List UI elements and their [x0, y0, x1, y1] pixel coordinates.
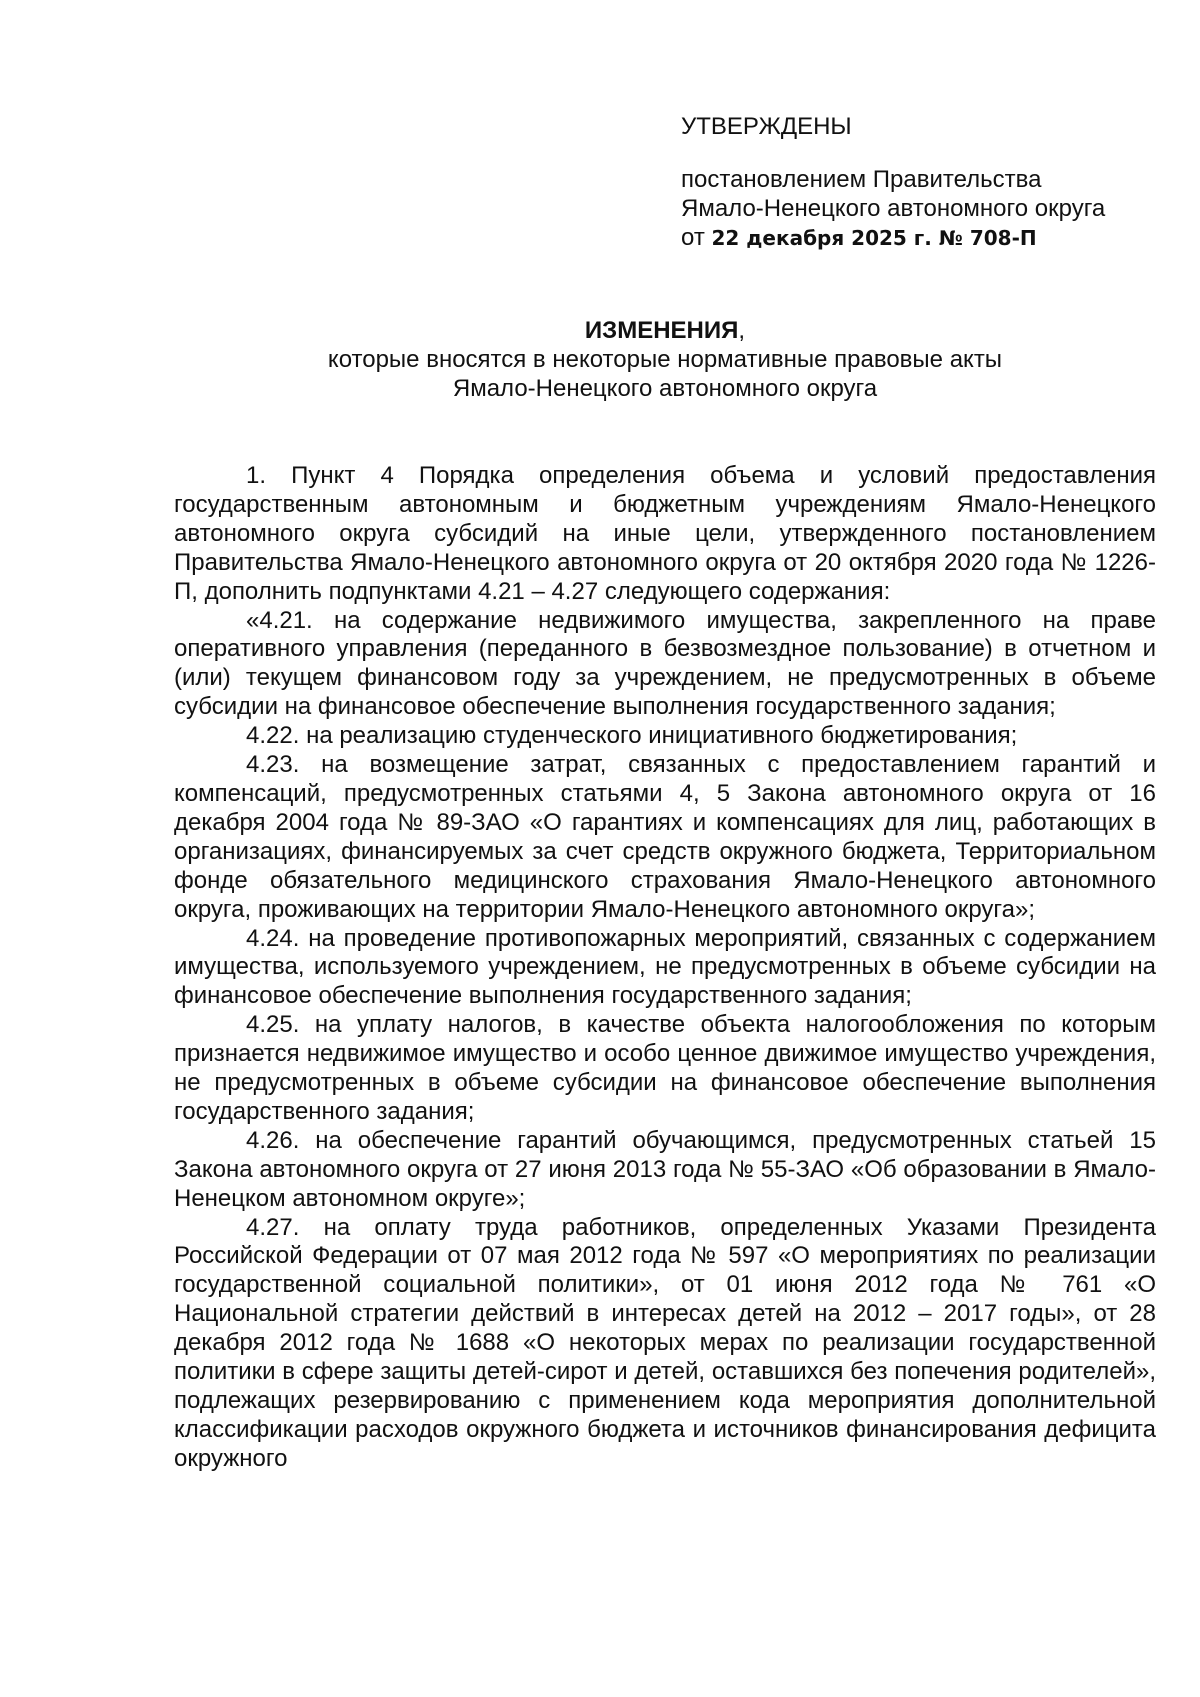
paragraph-text: на реализацию студенческого инициативного бюджетирования;: [306, 722, 1018, 750]
paragraph-number: 4.22.: [246, 722, 300, 750]
paragraph: [174, 722, 1156, 751]
paragraph-text: на уплату налогов, в качестве объекта налогообложения по которым признается недвижимое имущество и особо ценное движимое имущество учреждения, не предусмотренных в объеме субсидии на финансовое обеспечение выполнения государственного задания;: [174, 1011, 1156, 1125]
paragraph: [174, 1011, 1156, 1127]
title-suffix: ,: [738, 317, 746, 344]
paragraph: [174, 1127, 1156, 1214]
paragraph: [174, 1214, 1156, 1474]
approval-stamp-block: [681, 112, 1161, 253]
paragraph-text: на возмещение затрат, связанных с предоставлением гарантий и компенсаций, предусмотренных статьями 4, 5 Закона автономного округа от 16 декабря 2004 года № 89-ЗАО «О гарантиях и компенсациях для лиц, работающих в организациях, финансируемых за счет средств окружного бюджета, Территориальном фонде обязательного медицинского страхования Ямало-Ненецкого автономного округа, проживающих на территории Ямало-Ненецкого автономного округа»;: [174, 751, 1157, 923]
paragraph-number: 4.26.: [246, 1126, 300, 1154]
paragraph: [174, 751, 1156, 924]
paragraph-number: 4.27.: [246, 1213, 300, 1241]
paragraph-number: 4.23.: [246, 751, 300, 779]
paragraph-number: 1.: [246, 462, 267, 489]
document-title-block: [174, 316, 1156, 403]
paragraph-number: 4.24.: [246, 924, 300, 952]
approval-date-number: 22 декабря 2025 г. № 708-П: [711, 226, 1037, 250]
paragraph-text: на обеспечение гарантий обучающимся, предусмотренных статьей 15 Закона автономного округа от 27 июня 2013 года № 55-ЗАО «Об образовании в Ямало-Ненецком автономном округе»;: [174, 1126, 1156, 1212]
title-main: ИЗМЕНЕНИЯ: [584, 317, 739, 344]
paragraph-text: на проведение противопожарных мероприятий, связанных с содержанием имущества, используемого учреждением, не предусмотренных в объеме субсидии на финансовое обеспечение выполнения государственного задания;: [174, 924, 1156, 1010]
paragraph-text: Пункт 4 Порядка определения объема и условий предоставления государственным автономным и бюджетным учреждениям Ямало-Ненецкого автономного округа субсидий на иные цели, утвержденного постановлением Правительства Ямало-Ненецкого автономного округа от 20 октября 2020 года № 1226-П, дополнить подпунктами 4.21 – 4.27 следующего содержания:: [174, 462, 1156, 605]
title-subline-2: Ямало-Ненецкого автономного округа: [452, 375, 878, 402]
approval-date-line: [681, 223, 1161, 253]
paragraph: [174, 925, 1156, 1012]
paragraph-text: на оплату труда работников, определенных Указами Президента Российской Федерации от 07 мая 2012 года № 597 «О мероприятиях по реализации государственной социальной политики», от 01 июня 2012 года № 761 «О Национальной стратегии действий в интересах детей на 2012 – 2017 годы», от 28 декабря 2012 года № 1688 «О некоторых мерах по реализации государственной политики в сфере защиты детей-сирот и детей, оставшихся без попечения родителей», подлежащих резервированию с применением кода мероприятия дополнительной классификации расходов окружного бюджета и источников финансирования дефицита окружного: [174, 1213, 1156, 1472]
title-subline-1: которые вносятся в некоторые нормативные правовые акты: [327, 346, 1003, 373]
paragraph-number: «4.21.: [246, 606, 313, 634]
paragraph: [174, 462, 1156, 607]
paragraph-number: 4.25.: [246, 1011, 300, 1039]
document-title: [174, 316, 1156, 345]
paragraph: [174, 607, 1156, 723]
approved-heading: УТВЕРЖДЕНЫ: [681, 113, 852, 140]
paragraph-text: на содержание недвижимого имущества, закрепленного на праве оперативного управления (переданного в безвозмездное пользование) в отчетном и (или) текущем финансовом году за учреждением, не предусмотренных в объеме субсидии на финансовое обеспечение выполнения государственного задания;: [174, 606, 1156, 721]
document-body: [174, 462, 1156, 1474]
date-prefix: от: [681, 224, 705, 251]
approved-by-line-1: постановлением Правительства: [681, 166, 1042, 193]
approved-by-line-2: Ямало-Ненецкого автономного округа: [681, 195, 1106, 222]
